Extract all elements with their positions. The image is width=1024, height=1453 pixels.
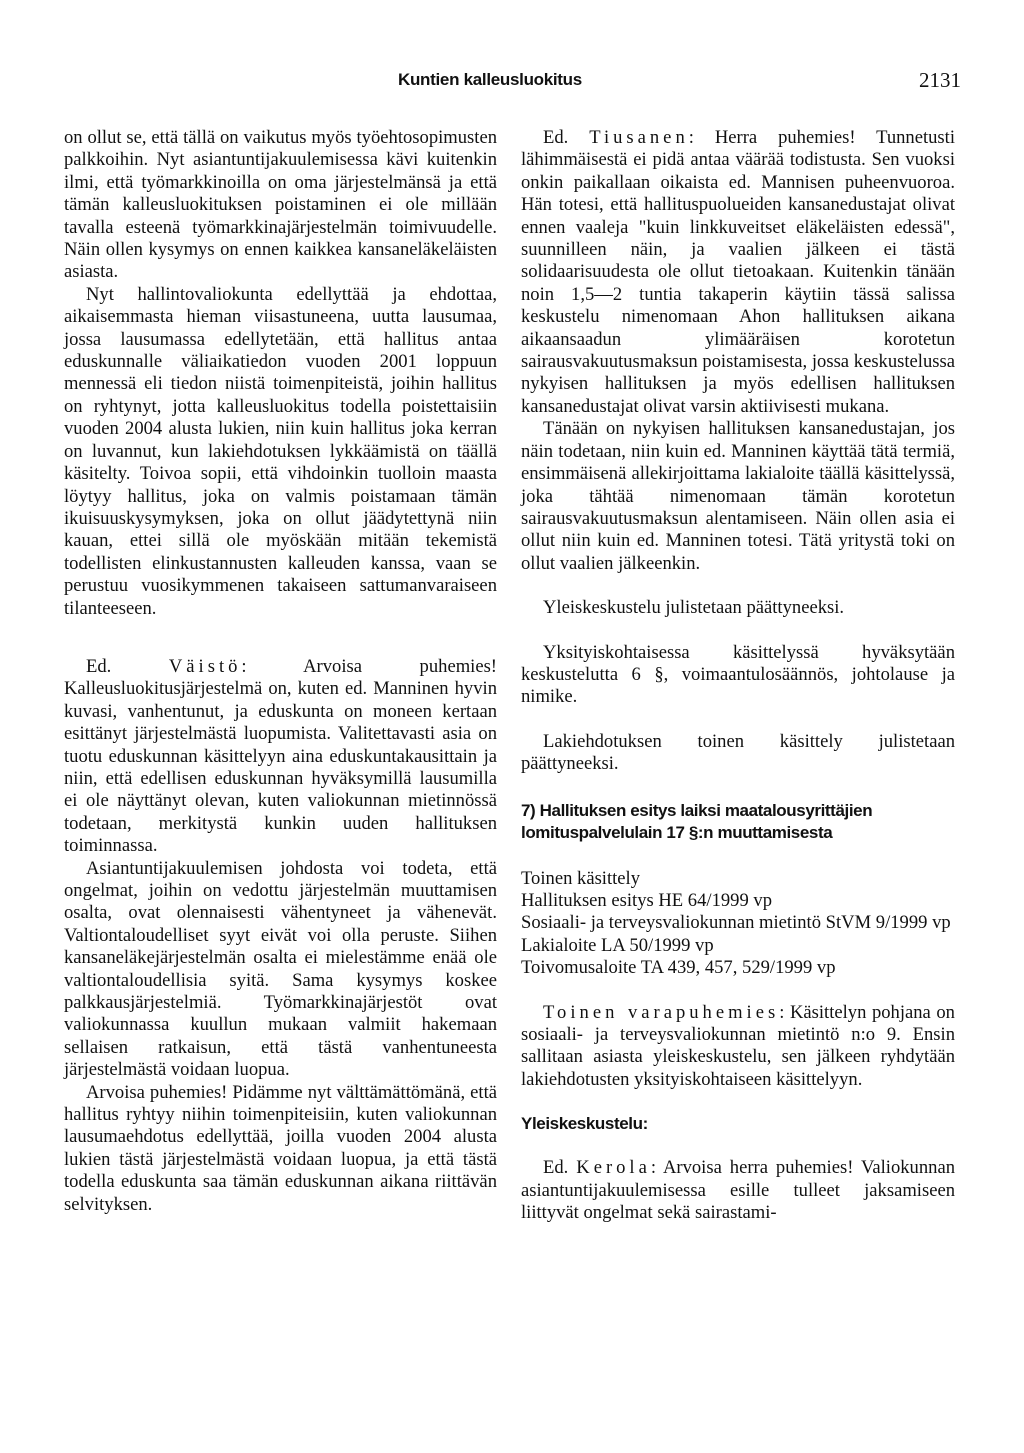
page-header xyxy=(0,68,1024,98)
speech-text: : Arvoisa puhemies! Kalleusluokitusjärjestelmä on, kuten ed. Manninen hyvin kuvasi, vanhentunut, ja eduskunta on moneen kertaan esittänyt järjestelmästä luopumista. Valitettavasti asia on tuotu eduskunnan käsittelyyn aina eduskuntakausittain ja niin, että edellisen eduskunnan hyväksymillä lausumilla ei ole näyttänyt olevan, kuten valiokunnan mietinnössä todetaan, merkitystä kunkin uuden hallituksen toiminnassa. xyxy=(64,655,498,857)
paragraph: Nyt hallintovaliokunta edellyttää ja ehdottaa, aikaisemmasta hieman viisastuneena, uutta lausumaa, jossa lausumassa edellytetään, että hallitus antaa eduskunnalle väliaikatiedon vuoden 2001 loppuun mennessä eli tiedon niistä toimenpiteistä, joihin hallitus on ryhtynyt, jotta kalleusluokitus todella poistettaisiin vuoden 2004 alusta lukien, niin kuin hallitus joka kerran on luvannut, kun lakiehdotuksen lykkäämistä on täällä käsitelty. Toivoa sopii, että vihdoinkin tuolloin maasta löytyy hallitus, joka on valmis poistamaan tämän ikuisuuskysymyksen, joka on ollut jäädytettynä niin kauan, ettei sillä ole myöskään mitään tekemistä todellisten elinkustannusten kalleuden kanssa, vaan se perustuu vuosikymmenen takaiseen sattumanvaraiseen tilanteeseen. xyxy=(64,283,497,619)
document-list xyxy=(521,868,955,980)
speech-prefix: Ed. xyxy=(86,655,169,677)
speech-prefix: Ed. xyxy=(543,1157,577,1179)
paragraph: Yleiskeskustelu julistetaan päättyneeksi. xyxy=(543,597,845,619)
speech-paragraph xyxy=(64,656,497,858)
speaker-name: Väistö xyxy=(168,655,242,677)
speech-text: : Arvoisa herra puhemies! Valiokunnan asiantuntijakuulemisessa esille tulleet jaksamiseen liittyvät ongelmat sekä sairastami- xyxy=(521,1157,955,1224)
paragraph: Asiantuntijakuulemisen johdosta voi todeta, että ongelmat, joihin on vedottu järjestelmän muuttamisen osalta, ovat olennaisesti vähentyneet ja vähenevät. Valtiontaloudelliset syyt eivät voi olla peruste. Siihen kansaneläkejärjestelmän osalta ei mielestämme enää ole valtiontaloudellisia syitä. Sama kysymys koskee palkkausjärjestelmiä. Työmarkkinajärjestöt ovat valiokunnassa kuullun mukaan valmiit hakemaan sellaisen ratkaisun, että tästä vanhentuneesta järjestelmästä voidaan luopua. xyxy=(64,857,497,1081)
paragraph: Tänään on nykyisen hallituksen kansanedustajan, jos näin todetaan, niin kuin ed. Manninen käyttää tätä termiä, ensimmäisenä allekirjoittama lakialoite täällä käsittelyssä, joka tähtää nimenomaan tämän korotetun sairausvakuutusmaksun alentamiseen. Näin ollen asia ei ollut niin kuin ed. Manninen totesi. Tätä yritystä toki on ollut vaalien jälkeenkin. xyxy=(521,418,955,574)
document-list-item: Toivomusaloite TA 439, 457, 529/1999 vp xyxy=(521,957,836,979)
speech-paragraph xyxy=(521,1002,955,1092)
speaker-name: Tiusanen xyxy=(589,127,689,148)
document-list-item: Hallituksen esitys HE 64/1999 vp xyxy=(521,889,772,911)
running-title: Kuntien kalleusluokitus xyxy=(398,70,582,89)
section-heading: 7) Hallituksen esitys laiksi maatalousyrittäjien lomituspalvelulain 17 §:n muuttamisesta xyxy=(521,800,873,842)
document-list-item: Lakialoite LA 50/1999 vp xyxy=(521,934,714,956)
document-list-item: Toinen käsittely xyxy=(521,867,641,889)
page-number: 2131 xyxy=(919,68,961,92)
paragraph: Lakiehdotuksen toinen käsittely julistetaan päättyneeksi. xyxy=(521,730,955,775)
right-column xyxy=(521,127,955,1224)
speaker-name: Kerola xyxy=(576,1157,651,1179)
subheading: Yleiskeskustelu: xyxy=(521,1114,648,1134)
paragraph: Yksityiskohtaisessa käsittelyssä hyväksytään keskustelutta 6 §, voimaantulosäännös, johtolause ja nimike. xyxy=(521,641,955,708)
speaker-name: Toinen varapuhemies xyxy=(543,1001,780,1023)
document-list-item: Sosiaali- ja terveysvaliokunnan mietintö StVM 9/1999 vp xyxy=(521,912,951,934)
speech-prefix: Ed. xyxy=(543,127,590,148)
speech-paragraph xyxy=(521,1157,955,1224)
left-column xyxy=(64,127,497,1216)
speech-paragraph xyxy=(521,127,955,418)
speech-text: : Herra puhemies! Tunnetusti lähimmäisestä ei pidä antaa väärää todistusta. Sen vuoksi onkin paikallaan oikaista ed. Mannisen puheenvuoroa. Hän totesi, että hallituspuolueiden kansanedustajat olivat ennen vaaleja "kuin linkkuveitset eläkeläisten edessä", suunnilleen näin, ja vaalien jälkeen ei tästä solidaarisuudesta ole ollut tietoakaan. Kuitenkin tänään noin 1,5—2 tuntia takaperin käytiin tässä salissa keskustelu nimenomaan Ahon hallituksen aikana aikaansaadun ylimääräisen korotetun sairausvakuutusmaksun poistamisesta, jossa keskustelussa nykyisen hallituksen ja myös edellisen hallituksen kansanedustajat olivat varsin aktiivisesti mukana. xyxy=(521,127,955,417)
paragraph: on ollut se, että tällä on vaikutus myös työehtosopimusten palkkoihin. Nyt asiantuntijakuulemisessa kävi kuitenkin ilmi, että työmarkkinoilla on oma järjestelmänsä ja että tämän kalleusluokituksen poistaminen ei ole millään tavalla esteenä työmarkkinajärjestelmän toimivuudelle. Näin ollen kysymys on ennen kaikkea kansaneläkeläisten asiasta. xyxy=(64,127,497,283)
paragraph: Arvoisa puhemies! Pidämme nyt välttämättömänä, että hallitus ryhtyy niihin toimenpiteisiin, kuten valiokunnan lausumaehdotus edellyttää, joilla vuoden 2004 alusta lukien tästä järjestelmästä voidaan luopua, ja että tästä todella eduskunta saa tämän eduskunnan aikana riittävän selvityksen. xyxy=(64,1081,497,1215)
speech-text: : Käsittelyn pohjana on sosiaali- ja terveysvaliokunnan mietintö n:o 9. Ensin sallitaan asiasta yleiskeskustelu, sen jälkeen ryhdytään lakiehdotusten yksityiskohtaiseen käsittelyyn. xyxy=(521,1001,955,1090)
